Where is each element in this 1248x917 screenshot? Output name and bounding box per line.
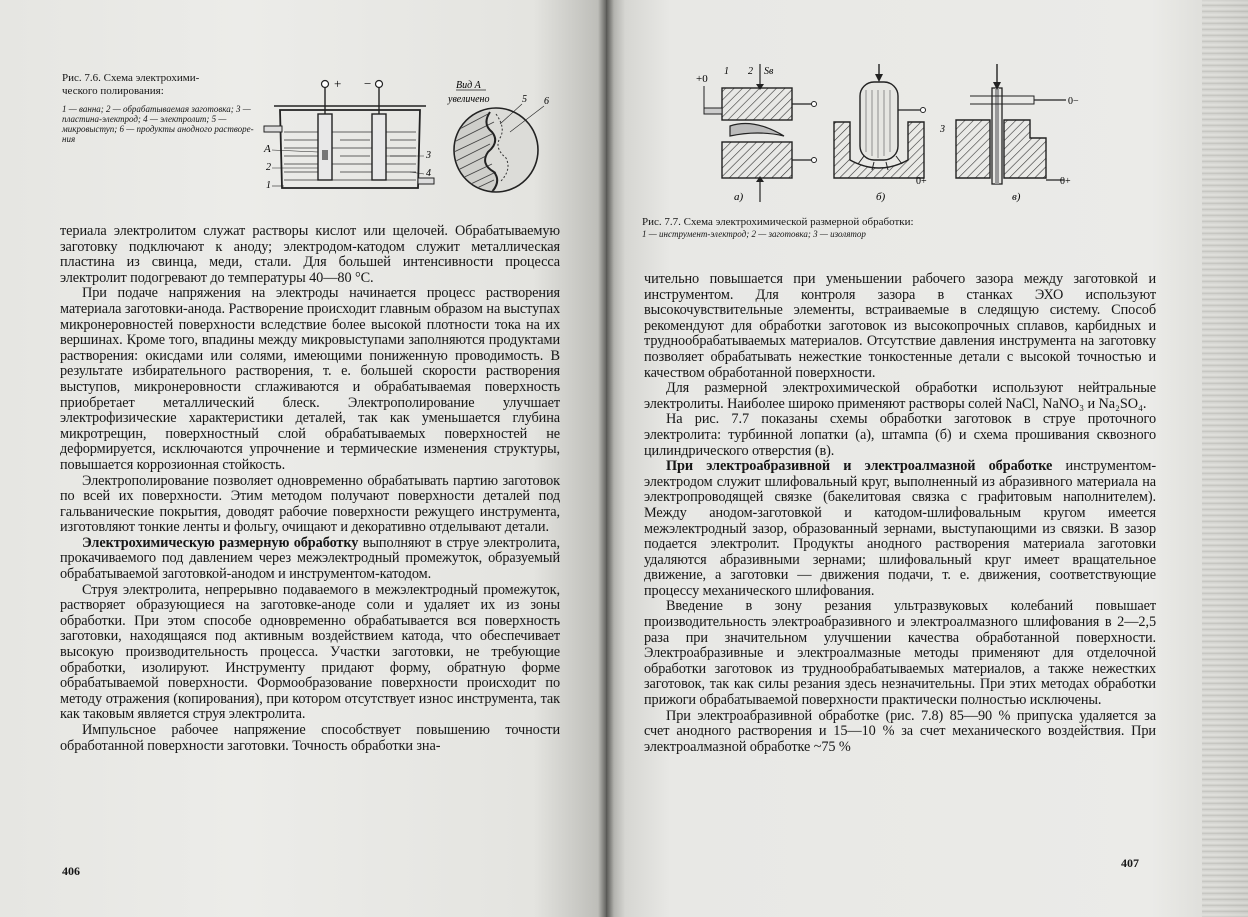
label-enlarged: увеличено (448, 94, 490, 105)
label-plus: + (334, 76, 342, 91)
label-plus-2: 0+ (916, 176, 927, 187)
label-view-a: Вид А (456, 80, 481, 91)
paragraph-rest: инструментом-электродом служит шлифовальный круг, выполненный из абразивного материала на электропроводящей связке (бакелитовая связка с графитовым наполнителем). Между анодом-заготовкой и катодом-шлифовальным кругом имеется межэлектродный зазор, образованный зернами, выступающими из связки. В зазор подается электролит. Продукты анодного растворения материала заготовки удаляются абразивными зернами; шлифовальный круг имеет вращательное движение, а заготовки — движения подачи, т. е. движения, соответствующие процессу механического шлифования. (644, 458, 1156, 599)
paragraph: При электроабразивной обработке (рис. 7.8) 85—90 % припуска удаляется за счет анодного растворения и 15—10 % за счет механического воздействия. При электроалмазной обработке ~75 % (644, 707, 1156, 755)
label-minus: − (364, 76, 372, 91)
label-b: б) (876, 191, 886, 203)
figure-7-6-title: Рис. 7.6. Схема электрохими- ческого полирования: (62, 72, 200, 97)
label-5: 5 (522, 94, 527, 105)
paragraph: териала электролитом служат растворы кислот или щелочей. Обрабатываемую заготовку подключают к аноду; электродом-катодом служит металлическая пластина из свинца, меди, стали. Для большей интенсивности процесса электролит подогревают до температуры 40—80 °С. (60, 223, 560, 286)
label-minus: 0− (1068, 96, 1079, 107)
label-1: 1 (724, 66, 729, 77)
paragraph: На рис. 7.7 показаны схемы обработки заготовок в струе проточного электролита: турбинной лопатки (а), штампа (б) и схема прошивания сквозного цилиндрического отверстия (в). (644, 411, 1156, 459)
label-a: а) (734, 191, 744, 203)
label-v: в) (1012, 191, 1021, 203)
paragraph: Импульсное рабочее напряжение способствует повышению точности обработанной поверхности заготовки. Точность обработки зна- (60, 722, 560, 754)
figure-7-7-title: Рис. 7.7. Схема электрохимической размерной обработки: (642, 216, 914, 228)
book-gutter (598, 0, 614, 917)
paragraph: Для размерной электрохимической обработки используют нейтральные электролиты. Наиболее широко применяют растворы солей NaCl, NaNO₃ и Na₂SO₄. (644, 380, 1156, 412)
left-page-body (60, 224, 560, 754)
bold-term: Электрохимическую размерную обработку (82, 534, 359, 551)
label-4: 4 (426, 168, 431, 179)
paragraph (644, 459, 1156, 599)
label-2: 2 (266, 162, 271, 173)
paragraph: чительно повышается при уменьшении рабочего зазора между заготовкой и инструментом. Для контроля зазора в станках ЭХО используют высокочувствительные элементы, встраиваемые в следящую систему. Способ рекомендуют для обработки заготовок из высокопрочных сплавов, карбидных и труднообрабатываемых материалов. Отсутствие давления инструмента на заготовку позволяет обрабатывать нежесткие тонкостенные детали с высокой точностью и качеством обработанной поверхности. (644, 271, 1156, 381)
figure-7-7-legend: 1 — инструмент-электрод; 2 — заготовка; 3 — изолятор (642, 229, 866, 239)
label-3: 3 (426, 150, 431, 161)
figure-7-6-legend: 1 — ванна; 2 — обрабатываемая заготовка; 3 — пластина-электрод; 4 — электролит; 5 — микровыступ; 6 — продукты анодного растворе-ния (62, 104, 254, 144)
label-6: 6 (544, 96, 549, 107)
paragraph-rest: выполняют в струе электролита, прокачиваемого под давлением через межэлектродный промежуток, образуемый обрабатываемой заготовкой-анодом и инструментом-катодом. (60, 534, 561, 583)
figure-7-6-diagram (260, 72, 560, 202)
label-A: A (264, 143, 271, 155)
page-number-right: 407 (1121, 856, 1139, 870)
paragraph: Струя электролита, непрерывно подаваемого в межэлектродный промежуток, растворяет образующиеся на заготовке-аноде соли и удаляет их из зоны обработки. При этом способе одновременно обрабатывается вся поверхность заготовки, находящаяся под активным воздействием катода, что обеспечивает высокую производительность процесса. Участки заготовки, не требующие обработки, изолируют. Инструменту придают форму, обратную форме обрабатываемой поверхности. Формообразование поверхности происходит по методу отражения (копирования), при котором отсутствует износ инструмента, так как таковым является струя электролита. (60, 581, 560, 723)
page-number-left: 406 (62, 864, 80, 878)
figure-7-7-caption (642, 216, 1122, 240)
paragraph: Введение в зону резания ультразвуковых колебаний повышает производительность электроабразивного и электроалмазного шлифования в 2—2,5 раза при значительном улучшении качества обработанной поверхности. Электроабразивные и электроалмазные методы применяют для отделочной обработки заготовок из труднообрабатываемых материалов, а также нежестких заготовок, так как силы резания здесь незначительны. При этих методах обработки прижоги обрабатываемой поверхности практически полностью исключены. (644, 598, 1156, 709)
label-plus: +0 (696, 73, 708, 85)
page-edges (1202, 0, 1248, 917)
label-2: 2 (748, 66, 753, 77)
figure-7-7-diagram (694, 60, 1084, 210)
label-3: 3 (940, 124, 945, 135)
label-s: Sв (764, 66, 774, 77)
left-page (0, 0, 606, 917)
right-page-body (644, 272, 1156, 755)
paragraph: Электрополирование позволяет одновременно обрабатывать партию заготовок по всей их поверхности. Этим методом получают поверхности деталей под гальванические покрытия, доводят рабочие поверхности режущего инструмента, изготовляют тонкие ленты и фольгу, очищают и декоративно отделывают детали. (60, 472, 560, 536)
label-plus-3: 0+ (1060, 176, 1071, 187)
paragraph (60, 536, 560, 583)
label-1: 1 (266, 180, 271, 191)
bold-term: При электроабразивной и электроалмазной обработке (666, 458, 1053, 475)
paragraph: При подаче напряжения на электроды начинается процесс растворения материала заготовки-анода. Растворение происходит главным образом на выступах микронеровностей поверхности вследствие более высокой плотности тока на их вершинах. Кроме того, впадины между микровыступами заполняются продуктами растворения: окисдами или солями, имеющими пониженную проводимость. В результате избирательного растворения, т. е. большей скорости растворения выступов, микронеровности сглаживаются и обрабатываемая поверхность приобретает металлический блеск. Электрополирование улучшает электрофизические характеристики деталей, так как уменьшается глубина микротрещин, поверхностный слой обрабатываемых поверхностей не деформируется, исключаются упрочнение и термические изменения структуры, повышается коррозионная стойкость. (60, 285, 560, 473)
